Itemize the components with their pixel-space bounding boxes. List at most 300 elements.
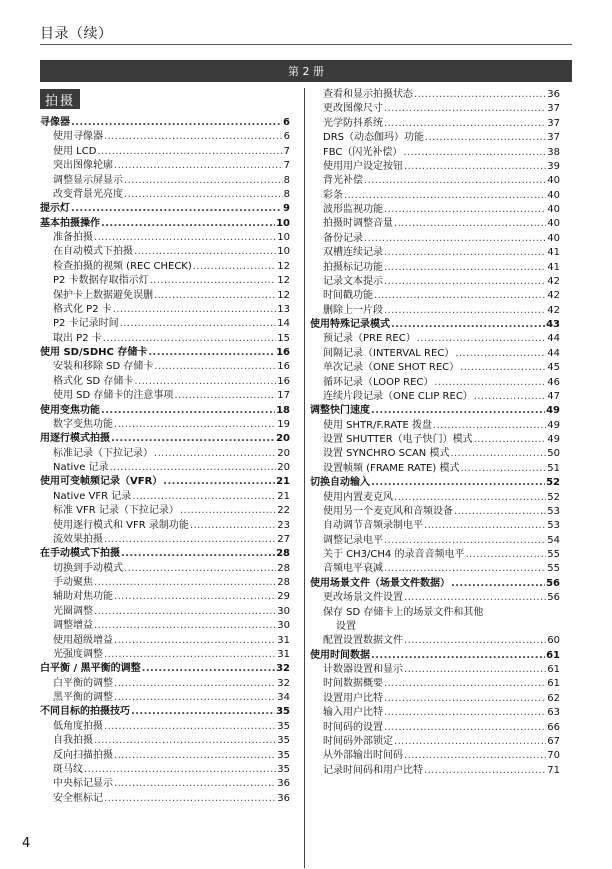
toc-entry[interactable] — [40, 274, 290, 288]
toc-entry-title: 标准记录（下拉记录） — [53, 447, 153, 459]
toc-entry[interactable] — [310, 376, 560, 390]
toc-entry-page: 67 — [547, 735, 560, 747]
toc-entry-title: 数字变焦功能 — [53, 418, 113, 430]
toc-entry-page: 16 — [277, 361, 290, 373]
toc-entry[interactable] — [40, 576, 290, 590]
toc-entry[interactable] — [310, 146, 560, 160]
toc-entry-page: 40 — [547, 189, 560, 201]
toc-entry[interactable] — [40, 490, 290, 504]
dot-leader — [154, 447, 276, 461]
section-label: 拍摄 — [44, 93, 75, 109]
toc-entry[interactable] — [310, 347, 560, 361]
toc-entry-page: 56 — [546, 577, 560, 589]
toc-entry-title: 切换到手动模式 — [53, 562, 123, 574]
toc-entry-page: 53 — [547, 520, 560, 532]
dot-leader — [394, 735, 546, 749]
dot-leader — [131, 705, 275, 719]
toc-entry[interactable] — [40, 159, 290, 173]
toc-heading-entry[interactable] — [40, 404, 290, 418]
toc-entry[interactable] — [310, 749, 560, 763]
toc-entry[interactable] — [40, 360, 290, 374]
toc-entry-title: 使用特殊记录模式 — [310, 319, 390, 330]
toc-entry-page: 20 — [277, 447, 290, 459]
dot-leader — [371, 476, 545, 490]
toc-entry-title: 在自动模式下拍摄 — [53, 246, 133, 258]
toc-entry-title: 拍摄标记功能 — [323, 261, 383, 273]
toc-entry-page: 35 — [277, 763, 290, 775]
toc-entry[interactable] — [310, 419, 560, 433]
dot-leader — [134, 375, 276, 389]
toc-entry[interactable] — [310, 620, 560, 634]
toc-entry-title: 时间戳功能 — [323, 290, 373, 302]
toc-heading-entry[interactable] — [40, 432, 290, 446]
toc-entry-title: Native 记录 — [53, 462, 109, 473]
toc-entry-title: 使用超级增益 — [53, 634, 113, 646]
toc-entry-title: 使用时间数据 — [310, 649, 370, 661]
header-divider — [40, 44, 572, 45]
dot-leader — [384, 275, 546, 289]
dot-leader — [384, 721, 546, 735]
toc-entry[interactable] — [310, 562, 560, 576]
dot-leader — [404, 634, 546, 648]
dot-leader — [84, 763, 276, 777]
dot-leader — [120, 317, 277, 331]
toc-entry-title: 标准 VFR 记录（下拉记录） — [53, 505, 179, 517]
toc-entry-page: 38 — [547, 146, 560, 158]
dot-leader — [384, 692, 546, 706]
toc-entry-title: 黑平衡的调整 — [53, 692, 113, 703]
toc-entry-page: 18 — [276, 404, 290, 416]
toc-entry[interactable] — [40, 777, 290, 791]
toc-entry-title: 拍摄时调整音量 — [323, 218, 393, 230]
dot-leader — [424, 764, 546, 778]
toc-entry-page: 16 — [277, 375, 290, 387]
toc-entry-title: 检查拍摄的视频 (REC CHECK) — [53, 260, 192, 272]
toc-entry[interactable] — [40, 734, 290, 748]
toc-entry[interactable] — [310, 634, 560, 648]
toc-entry-title: 格式化 P2 卡 — [53, 303, 112, 315]
dot-leader — [460, 462, 546, 476]
toc-entry[interactable] — [310, 692, 560, 706]
toc-entry-title: 手动聚焦 — [53, 577, 93, 588]
toc-entry-page: 36 — [277, 792, 290, 804]
toc-entry-page: 54 — [547, 534, 560, 546]
dot-leader — [364, 232, 546, 246]
dot-leader — [394, 491, 546, 505]
toc-entry[interactable] — [40, 562, 290, 576]
toc-entry[interactable] — [310, 102, 560, 116]
dot-leader — [111, 432, 275, 446]
toc-entry-page: 36 — [277, 778, 290, 790]
toc-entry-title: 备份记录 — [323, 232, 363, 244]
toc-entry[interactable] — [40, 188, 290, 202]
toc-entry-page: 40 — [547, 175, 560, 187]
toc-entry-page: 43 — [546, 319, 560, 330]
toc-entry-page: 32 — [276, 663, 290, 675]
toc-entry-title: 使用变焦功能 — [40, 404, 100, 416]
toc-entry-page: 22 — [277, 505, 290, 517]
toc-entry[interactable] — [40, 634, 290, 648]
toc-entry[interactable] — [310, 361, 560, 375]
toc-entry[interactable] — [40, 648, 290, 662]
dot-leader — [371, 404, 545, 418]
dot-leader — [474, 433, 547, 447]
toc-entry[interactable] — [310, 304, 560, 318]
toc-entry-title: 使用 SD/SDHC 存储卡 — [40, 347, 148, 358]
dot-leader — [384, 102, 546, 116]
toc-entry-title: 时间数据概要 — [323, 678, 383, 690]
toc-entry[interactable] — [310, 462, 560, 476]
dot-leader — [132, 490, 276, 504]
toc-entry-page: 10 — [277, 232, 290, 243]
dot-leader — [148, 346, 275, 360]
toc-entry-title: 调整显示屏显示 — [53, 174, 123, 186]
toc-entry-title: 使用内置麦克风 — [323, 491, 393, 503]
toc-entry[interactable] — [310, 505, 560, 519]
toc-entry-page: 60 — [547, 635, 560, 647]
dot-leader — [94, 576, 276, 590]
toc-entry-page: 49 — [547, 419, 560, 431]
toc-entry[interactable] — [40, 605, 290, 619]
toc-entry-page: 66 — [547, 721, 560, 733]
toc-entry[interactable] — [310, 433, 560, 447]
toc-entry-title: 时间码外部锁定 — [323, 735, 393, 747]
toc-entry-title: 在手动模式下拍摄 — [40, 548, 120, 560]
toc-entry-page: 35 — [277, 749, 290, 761]
toc-entry-page: 46 — [547, 376, 560, 388]
toc-entry-title: 反向扫描拍摄 — [53, 749, 113, 761]
toc-entry[interactable] — [310, 721, 560, 735]
dot-leader — [374, 289, 546, 303]
toc-entry-page: 51 — [547, 462, 560, 474]
toc-entry-page: 70 — [547, 750, 560, 762]
toc-entry-title: 输入用户比特 — [323, 707, 383, 719]
dot-leader — [391, 318, 545, 332]
toc-entry-page: 40 — [547, 204, 560, 215]
toc-entry[interactable] — [40, 461, 290, 475]
toc-entry-page: 30 — [277, 605, 290, 617]
toc-entry[interactable] — [40, 720, 290, 734]
toc-entry-title: 不同目标的拍摄技巧 — [40, 706, 130, 718]
dot-leader — [134, 245, 276, 259]
toc-entry[interactable] — [310, 217, 560, 231]
dot-leader — [104, 533, 276, 547]
toc-entry-page: 8 — [283, 188, 290, 200]
dot-leader — [121, 547, 275, 561]
section-heading — [40, 89, 80, 109]
toc-entry-page: 39 — [547, 160, 560, 172]
toc-entry-title: 安装和移除 SD 存储卡 — [53, 361, 154, 373]
toc-heading-entry[interactable] — [40, 116, 290, 130]
toc-entry[interactable] — [310, 332, 560, 346]
toc-entry-page: 52 — [546, 477, 560, 489]
toc-entry[interactable] — [40, 289, 290, 303]
toc-entry[interactable] — [310, 534, 560, 548]
toc-entry[interactable] — [310, 591, 560, 605]
toc-entry-page: 28 — [277, 577, 290, 588]
toc-entry[interactable] — [310, 261, 560, 275]
toc-entry-page: 44 — [547, 347, 560, 359]
toc-entry-title: 彩条 — [323, 189, 343, 201]
toc-entry[interactable] — [310, 174, 560, 188]
toc-entry-title: DRS（动态伽玛）功能 — [323, 132, 424, 144]
dot-leader — [404, 160, 546, 174]
volume-label: 第 2 册 — [288, 65, 324, 78]
dot-leader — [104, 648, 276, 662]
dot-leader — [71, 202, 282, 216]
toc-entry-page: 61 — [547, 678, 560, 690]
dot-leader — [384, 534, 546, 548]
toc-entry-title: 设置帧频 (FRAME RATE) 模式 — [323, 462, 460, 474]
toc-entry-page: 42 — [547, 304, 560, 316]
toc-entry-title: 音频电平衰减 — [323, 563, 383, 575]
dot-leader — [424, 519, 546, 533]
toc-entry[interactable] — [40, 763, 290, 777]
toc-entry-title: 使用 SD 存储卡的注意事项 — [53, 390, 174, 402]
toc-entry[interactable] — [310, 735, 560, 749]
toc-entry[interactable] — [40, 691, 290, 705]
toc-entry-page: 35 — [277, 735, 290, 747]
dot-leader — [124, 188, 283, 202]
toc-entry[interactable] — [310, 677, 560, 691]
dot-leader — [414, 88, 546, 102]
volume-banner — [40, 60, 572, 82]
toc-entry-page: 7 — [283, 145, 290, 157]
toc-entry-title: 设置 — [336, 620, 356, 632]
toc-entry-title: 双槽连续记录 — [323, 247, 383, 259]
toc-entry-title: 使用用户设定按钮 — [323, 160, 403, 172]
toc-entry[interactable] — [310, 606, 560, 620]
toc-entry-title: 波形监视功能 — [323, 204, 383, 215]
toc-entry[interactable] — [40, 590, 290, 604]
dot-leader — [94, 605, 276, 619]
toc-entry-title: 使用可变帧频记录（VFR） — [40, 476, 163, 488]
toc-entry[interactable] — [310, 160, 560, 174]
toc-heading-entry[interactable] — [40, 202, 290, 216]
toc-entry-page: 32 — [277, 677, 290, 689]
toc-entry[interactable] — [310, 117, 560, 131]
toc-entry[interactable] — [310, 232, 560, 246]
toc-entry[interactable] — [40, 389, 290, 403]
toc-entry[interactable] — [40, 245, 290, 259]
toc-entry[interactable] — [310, 663, 560, 677]
dot-leader — [455, 347, 546, 361]
dot-leader — [404, 749, 546, 763]
toc-entry[interactable] — [40, 231, 290, 245]
dot-leader — [101, 217, 275, 231]
dot-leader — [190, 519, 276, 533]
toc-entry[interactable] — [40, 533, 290, 547]
toc-entry-title: 自动调节音频录制电平 — [323, 520, 423, 532]
toc-entry-page: 6 — [283, 131, 290, 143]
toc-heading-entry[interactable] — [40, 662, 290, 676]
toc-entry-title: 突出图像轮廓 — [53, 160, 113, 172]
toc-entry-title: 改变背景光亮度 — [53, 188, 123, 200]
toc-heading-entry[interactable] — [310, 476, 560, 490]
toc-entry-page: 20 — [276, 433, 290, 445]
toc-entry-title: 寻像器 — [40, 117, 70, 128]
toc-entry-page: 13 — [277, 303, 290, 315]
dot-leader — [114, 418, 276, 432]
toc-entry-title: 删除上一片段 — [323, 304, 383, 316]
dot-leader — [384, 246, 546, 260]
toc-entry-page: 50 — [547, 448, 560, 460]
toc-heading-entry[interactable] — [40, 346, 290, 360]
dot-leader — [344, 189, 546, 203]
toc-entry-page: 35 — [277, 720, 290, 732]
toc-entry-title: 格式化 SD 存储卡 — [53, 375, 134, 387]
toc-entry[interactable] — [310, 706, 560, 720]
toc-entry[interactable] — [310, 447, 560, 461]
toc-entry[interactable] — [40, 130, 290, 144]
toc-entry[interactable] — [310, 390, 560, 404]
toc-entry-page: 71 — [547, 764, 560, 776]
dot-leader — [97, 145, 282, 159]
dot-leader — [104, 130, 283, 144]
dot-leader — [174, 389, 276, 403]
dot-leader — [114, 634, 276, 648]
toc-heading-entry[interactable] — [310, 649, 560, 663]
toc-entry[interactable] — [310, 548, 560, 562]
toc-heading-entry[interactable] — [40, 547, 290, 561]
toc-heading-entry[interactable] — [310, 318, 560, 332]
toc-entry[interactable] — [40, 619, 290, 633]
toc-entry-title: Native VFR 记录 — [53, 490, 132, 502]
toc-entry-page: 7 — [283, 160, 290, 172]
toc-entry-page: 27 — [277, 533, 290, 545]
toc-entry-title: 使用场景文件（场景文件数据） — [310, 577, 450, 589]
dot-leader — [163, 475, 275, 489]
toc-entry[interactable] — [40, 504, 290, 518]
toc-entry-title: 更改场景文件设置 — [323, 592, 403, 604]
dot-leader — [154, 289, 276, 303]
toc-entry-page: 61 — [547, 664, 560, 675]
dot-leader — [110, 461, 277, 475]
toc-entry-page: 37 — [547, 117, 560, 129]
toc-entry[interactable] — [310, 491, 560, 505]
toc-entry[interactable] — [40, 749, 290, 763]
toc-entry-page: 6 — [283, 117, 290, 128]
toc-entry[interactable] — [310, 764, 560, 778]
toc-entry-page: 61 — [546, 649, 560, 661]
toc-entry-title: 自我拍摄 — [53, 735, 93, 747]
page-number: 4 — [22, 836, 31, 851]
toc-entry[interactable] — [40, 447, 290, 461]
dot-leader — [394, 217, 546, 231]
toc-entry-page: 41 — [547, 247, 560, 259]
dot-leader — [180, 504, 276, 518]
toc-entry-page: 28 — [276, 548, 290, 560]
toc-heading-entry[interactable] — [40, 475, 290, 489]
toc-entry-title: 记录文本提示 — [323, 275, 383, 287]
toc-entry-page: 14 — [277, 318, 290, 330]
toc-entry[interactable] — [310, 246, 560, 260]
toc-entry-title: 白平衡 / 黑平衡的调整 — [40, 663, 141, 675]
toc-entry-page: 52 — [547, 491, 560, 503]
dot-leader — [94, 734, 276, 748]
toc-entry-page: 42 — [547, 275, 560, 287]
dot-leader — [433, 419, 546, 433]
toc-heading-entry[interactable] — [40, 705, 290, 719]
toc-entry-page: 30 — [277, 620, 290, 632]
dot-leader — [450, 447, 546, 461]
toc-entry-title: 记录时间码和用户比特 — [323, 764, 423, 776]
toc-heading-entry[interactable] — [310, 577, 560, 591]
dot-leader — [434, 376, 546, 390]
toc-entry[interactable] — [310, 189, 560, 203]
dot-leader — [454, 505, 546, 519]
toc-entry[interactable] — [40, 332, 290, 346]
toc-entry-title: 设置用户比特 — [323, 692, 383, 704]
toc-entry[interactable] — [310, 519, 560, 533]
toc-entry[interactable] — [40, 792, 290, 806]
dot-leader — [403, 146, 546, 160]
toc-entry-page: 10 — [276, 217, 290, 229]
toc-entry[interactable] — [40, 303, 290, 317]
toc-entry[interactable] — [40, 677, 290, 691]
toc-entry[interactable] — [40, 519, 290, 533]
dot-leader — [384, 117, 546, 131]
toc-entry-page: 47 — [547, 390, 560, 402]
toc-entry-page: 37 — [547, 103, 560, 115]
dot-leader — [114, 677, 276, 691]
toc-entry[interactable] — [40, 418, 290, 432]
toc-entry[interactable] — [40, 260, 290, 274]
dot-leader — [124, 562, 276, 576]
toc-entry[interactable] — [310, 131, 560, 145]
dot-leader — [114, 691, 276, 705]
toc-entry-page: 21 — [276, 476, 290, 488]
toc-entry[interactable] — [310, 289, 560, 303]
dot-leader — [113, 303, 277, 317]
toc-entry-title: 使用逐行模式和 VFR 录制功能 — [53, 519, 189, 531]
dot-leader — [150, 274, 277, 288]
toc-entry-page: 44 — [547, 333, 560, 345]
toc-entry-page: 17 — [277, 390, 290, 402]
toc-entry-title: P2 卡记录时间 — [53, 318, 119, 330]
toc-entry-title: 用逐行模式拍摄 — [40, 433, 110, 445]
toc-entry[interactable] — [40, 174, 290, 188]
toc-entry-title: 设置 SHUTTER（电子快门）模式 — [323, 434, 473, 445]
toc-entry-title: 更改图像尺寸 — [323, 103, 383, 115]
toc-entry-title: 辅助对焦功能 — [53, 591, 113, 603]
toc-entry[interactable] — [40, 375, 290, 389]
dot-leader — [384, 261, 546, 275]
toc-entry[interactable] — [310, 275, 560, 289]
dot-leader — [103, 332, 277, 346]
dot-leader — [384, 562, 546, 576]
dot-leader — [465, 548, 546, 562]
toc-entry[interactable] — [40, 145, 290, 159]
toc-entry-title: 单次记录（ONE SHOT REC） — [323, 362, 460, 374]
toc-heading-entry[interactable] — [40, 217, 290, 231]
toc-entry-page: 49 — [546, 405, 560, 417]
dot-leader — [384, 203, 546, 217]
dot-leader — [417, 332, 547, 346]
toc-entry-page: 55 — [547, 549, 560, 560]
toc-entry-title: 连续片段记录（ONE CLIP REC） — [323, 390, 473, 402]
toc-entry[interactable] — [310, 203, 560, 217]
toc-entry[interactable] — [310, 88, 560, 102]
toc-heading-entry[interactable] — [310, 404, 560, 418]
toc-entry[interactable] — [40, 317, 290, 331]
toc-entry-title: P2 卡数据存取指示灯 — [53, 275, 149, 287]
page-title: 目录（续） — [40, 26, 113, 42]
toc-entry-title: 白平衡的调整 — [53, 677, 113, 689]
toc-entry-page: 31 — [277, 634, 290, 646]
toc-entry-page: 15 — [277, 332, 290, 344]
toc-entry-page: 45 — [547, 362, 560, 374]
